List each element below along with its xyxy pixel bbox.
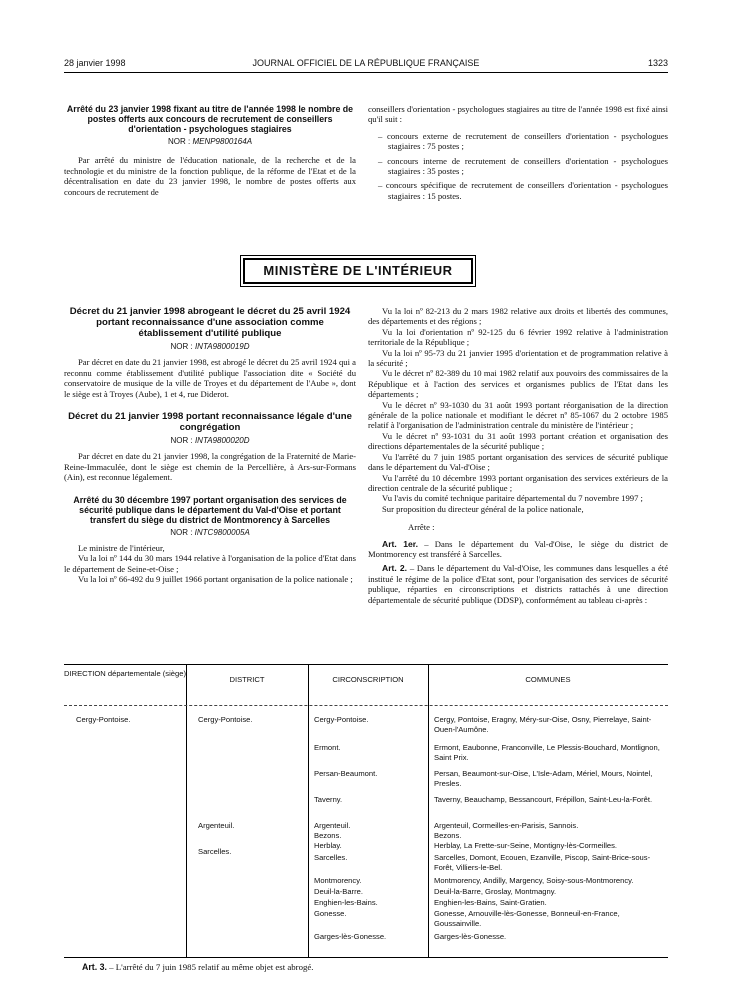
table-header-direction: DIRECTION départementale (siège)	[64, 669, 186, 678]
arrete2-article-3: Art. 3. – L'arrêté du 7 juin 1985 relatif au même objet est abrogé.	[82, 962, 314, 972]
arrete2-nor: NOR : INTC9800005A	[170, 527, 250, 537]
table-circ: Ermont.	[314, 743, 341, 752]
table-circ: Bezons.	[314, 831, 342, 840]
arrete2-arrete-label: Arrête :	[408, 522, 435, 533]
decret2-title: Décret du 21 janvier 1998 portant reconnaissance légale d'une congrégation	[68, 411, 352, 434]
table-communes: Sarcelles, Domont, Ecouen, Ezanville, Piscop, Saint-Brice-sous-Forêt, Villiers-le-Bel.	[434, 853, 651, 872]
table-circ: Argenteuil.	[314, 821, 351, 830]
table-circ: Garges-lès-Gonesse.	[314, 932, 387, 941]
communes-table	[64, 664, 668, 958]
table-communes: Ermont, Eaubonne, Franconville, Le Plessis-Bouchard, Montlignon, Saint Prix.	[434, 743, 660, 762]
arrete2-visa: Vu le décret nº 93-1030 du 31 août 1993 portant réorganisation de la direction générale de la police nationale et modifiant le décret nº 85-1067 du 2 octobre 1985 relatif à l'organisation de l'administration centrale du ministère de l'intérieur ;	[368, 399, 668, 431]
page-header	[64, 58, 668, 72]
table-communes: Argenteuil, Cormeilles-en-Parisis, Sannois.	[434, 821, 579, 830]
arrete1-body-cont: conseillers d'orientation - psychologues stagiaires au titre de l'année 1998 est fixé ainsi qu'il suit :	[368, 104, 668, 125]
table-circ: Enghien-les-Bains.	[314, 898, 378, 907]
header-journal-title: JOURNAL OFFICIEL DE LA RÉPUBLIQUE FRANÇAISE	[252, 58, 480, 68]
arrete1-item: – concours externe de recrutement de conseillers d'orientation - psychologues stagiaires : 75 postes ;	[378, 130, 668, 152]
left-column	[64, 306, 356, 585]
table-circ: Persan-Beaumont.	[314, 769, 378, 778]
table-circ: Sarcelles.	[314, 853, 348, 862]
arrete1-right	[368, 104, 668, 201]
arrete2-para: Vu la loi nº 66-492 du 9 juillet 1966 portant organisation de la police nationale ;	[78, 574, 353, 585]
decret2-body: Par décret en date du 21 janvier 1998, la congrégation de la Fraternité de Marie-Reine-Immaculée, dont le siège est chemin de la Percellière, à Ars-sur-Formans (Ain), est reconnue légalement.	[64, 451, 356, 483]
arrete2-para: Le ministre de l'intérieur,	[78, 543, 165, 554]
arrete1-title: Arrêté du 23 janvier 1998 fixant au titre de l'année 1998 le nombre de postes offerts aux concours de recrutement de conseillers d'orientation - psychologues stagiaires	[66, 104, 354, 134]
arrete2-visa: Vu la loi nº 95-73 du 21 janvier 1995 d'orientation et de programmation relative à la sécurité ;	[368, 347, 668, 369]
table-communes: Montmorency, Andilly, Margency, Soisy-sous-Montmorency.	[434, 876, 634, 885]
decret1-title: Décret du 21 janvier 1998 abrogeant le décret du 25 avril 1924 portant reconnaissance d'une association comme établissement d'utilité publique	[69, 306, 351, 339]
arrete1-nor: NOR : MENP9800164A	[167, 137, 253, 146]
right-column	[368, 306, 668, 605]
table-communes: Enghien-les-Bains, Saint-Gratien.	[434, 898, 547, 907]
table-header-district: DISTRICT	[229, 675, 265, 684]
ministry-heading: MINISTÈRE DE L'INTÉRIEUR	[243, 258, 473, 284]
table-communes: Cergy, Pontoise, Eragny, Méry-sur-Oise, Osny, Pierrelaye, Saint-Ouen-l'Aumône.	[434, 715, 652, 734]
table-communes: Gonesse, Arnouville-lès-Gonesse, Bonneuil-en-France, Goussainville.	[434, 909, 620, 928]
table-header-circonscription: CIRCONSCRIPTION	[332, 675, 404, 684]
table-circ: Deuil-la-Barre.	[314, 887, 363, 896]
table-circ: Herblay.	[314, 841, 342, 850]
table-communes: Deuil-la-Barre, Groslay, Montmagny.	[434, 887, 557, 896]
arrete2-visa: Vu le décret nº 82-389 du 10 mai 1982 relatif aux pouvoirs des commissaires de la République et à l'action des services et organismes publics de l'Etat dans les départements ;	[368, 368, 668, 400]
decret2-nor: NOR : INTA9800020D	[170, 436, 250, 446]
table-district: Argenteuil.	[198, 821, 235, 830]
arrete1-body: Par arrêté du ministre de l'éducation nationale, de la recherche et de la technologie et du ministre de la fonction publique, de la réforme de l'Etat et de la décentralisation en date du 23 janvier 1998, le nombre de postes offerts aux concours de recrutement de	[64, 155, 356, 197]
arrete2-visa: Vu le décret nº 93-1031 du 31 août 1993 portant création et organisation des directions départementales de la sécurité publique ;	[368, 430, 668, 452]
table-communes: Garges-lès-Gonesse.	[434, 932, 507, 941]
table-communes: Persan, Beaumont-sur-Oise, L'Isle-Adam, Mériel, Mours, Nointel, Presles.	[434, 769, 653, 788]
decret1-nor: NOR : INTA9800019D	[170, 342, 250, 351]
arrete2-para: Vu la loi nº 144 du 30 mars 1944 relative à l'organisation de la police d'Etat dans le département de Seine-et-Oise ;	[64, 553, 356, 574]
table-communes: Herblay, La Frette-sur-Seine, Montigny-lès-Cormeilles.	[434, 841, 618, 850]
table-circ: Montmorency.	[314, 876, 362, 885]
table-district: Sarcelles.	[198, 847, 232, 856]
table-communes: Bezons.	[434, 831, 462, 840]
header-rule	[64, 72, 668, 73]
arrete2-title: Arrêté du 30 décembre 1997 portant organisation des services de sécurité publique dans le département du Val-d'Oise et portant transfert du siège du district de Montmorency à Sarcelles	[73, 494, 347, 525]
decret1-body: Par décret en date du 21 janvier 1998, est abrogé le décret du 25 avril 1924 qui a reconnu comme établissement d'utilité publique l'association dite « Société du conservatoire de musique de la ville de Troyes et du département de l'Aube », dont le siège est à Troyes (Aube), 1 et 4, rue Diderot.	[64, 357, 356, 399]
table-circ: Cergy-Pontoise.	[314, 715, 369, 724]
arrete1-item: – concours spécifique de recrutement de conseillers d'orientation - psychologues stagiaires : 15 postes.	[378, 180, 668, 201]
arrete2-article-1: Art. 1er. – Dans le département du Val-d'Oise, le siège du district de Montmorency est transféré à Sarcelles.	[368, 538, 668, 559]
arrete2-visa: Vu l'arrêté du 7 juin 1985 portant organisation des services de sécurité publique dans le département du Val-d'Oise ;	[368, 451, 668, 473]
arrete1-item: – concours interne de recrutement de conseillers d'orientation - psychologues stagiaires : 35 postes ;	[378, 155, 668, 177]
arrete2-visa: Vu la loi d'orientation nº 92-125 du 6 février 1992 relative à l'administration territoriale de la République ;	[368, 326, 668, 348]
table-circ: Gonesse.	[314, 909, 347, 918]
arrete2-visa: Vu l'avis du comité technique paritaire départemental du 7 novembre 1997 ;	[382, 493, 643, 504]
arrete1-left	[64, 104, 356, 197]
table-district: Cergy-Pontoise.	[198, 715, 253, 724]
header-date: 28 janvier 1998	[64, 58, 126, 68]
table-circ: Taverny.	[314, 795, 343, 804]
arrete2-article-2: Art. 2. – Dans le département du Val-d'Oise, les communes dans lesquelles a été institué le régime de la police d'Etat sont, pour l'organisation des services de sécurité publique, réparties en circonscriptions et districts rattachés à une direction départementale de sécurité publique (DDSP), conformément au tableau ci-après :	[368, 563, 669, 605]
arrete2-visa: Vu la loi nº 82-213 du 2 mars 1982 relative aux droits et libertés des communes, des départements et des régions ;	[368, 306, 668, 327]
header-page-number: 1323	[647, 58, 668, 68]
table-direction: Cergy-Pontoise.	[76, 715, 131, 724]
arrete2-visa: Vu l'arrêté du 10 décembre 1993 portant organisation des services extérieurs de la direction centrale de la sécurité publique ;	[368, 472, 668, 493]
arrete2-visa: Sur proposition du directeur général de la police nationale,	[382, 503, 584, 514]
table-communes: Taverny, Beauchamp, Bessancourt, Frépillon, Saint-Leu-la-Forêt.	[434, 795, 653, 804]
table-header-communes: COMMUNES	[525, 675, 571, 684]
